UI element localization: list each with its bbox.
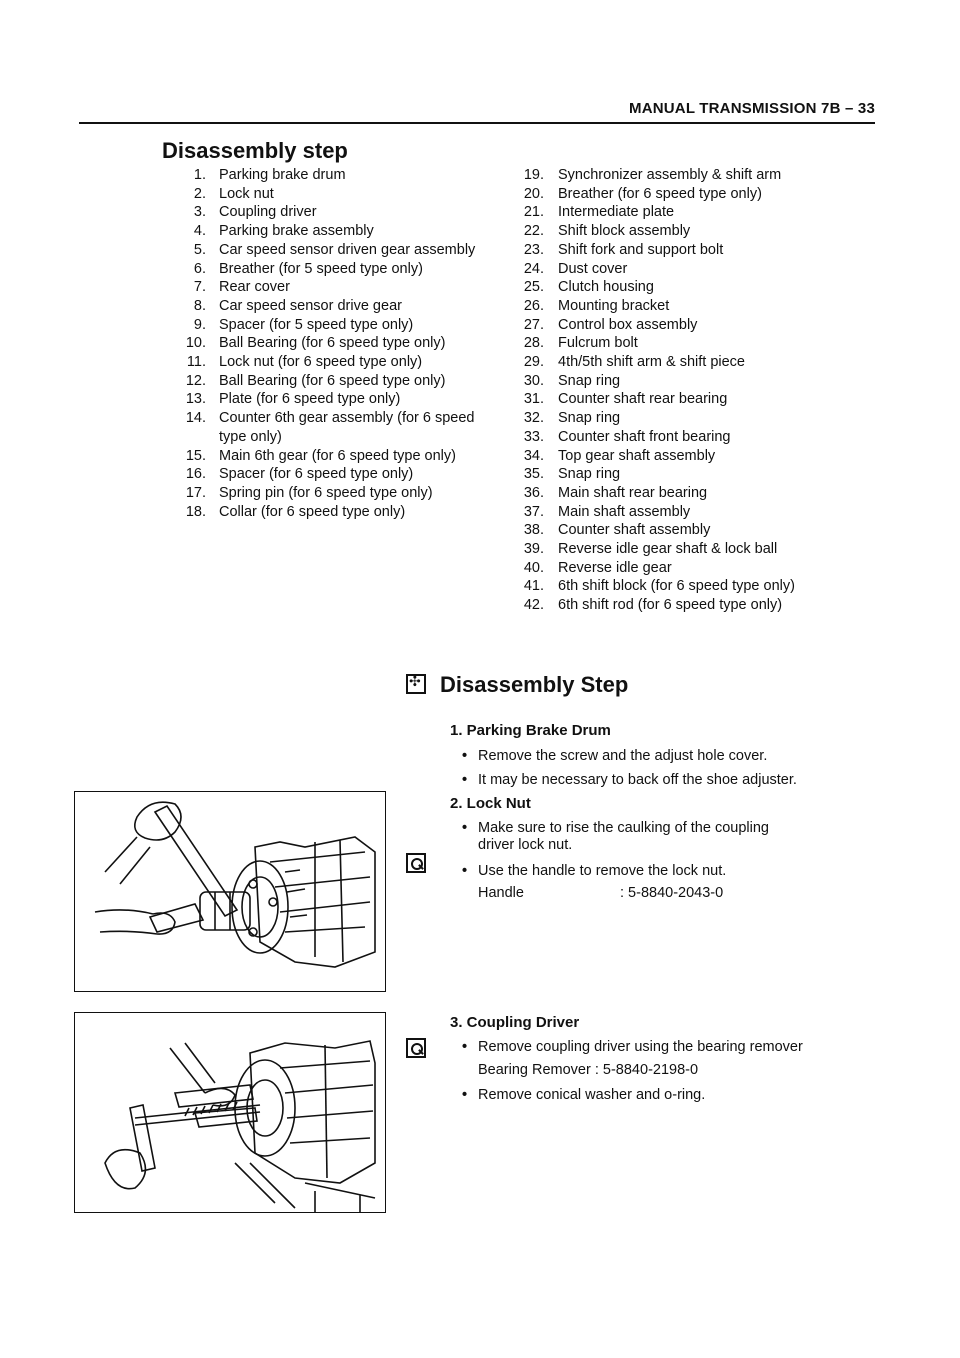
step2-tool-label: Handle xyxy=(478,885,524,901)
list-item-number: 19. xyxy=(523,167,544,183)
list-item xyxy=(162,166,482,185)
list-item-text: Snap ring xyxy=(558,466,621,483)
list-item-text: Ball Bearing (for 6 speed type only) xyxy=(219,335,446,352)
list-item-text: Plate (for 6 speed type only) xyxy=(219,391,401,408)
list-item-number: 33. xyxy=(523,428,544,445)
list-item-number: 35. xyxy=(523,466,544,483)
list-item xyxy=(495,428,875,447)
list-item-number: 26. xyxy=(523,297,544,314)
list-item-number: 10. xyxy=(185,335,206,352)
list-item xyxy=(162,241,482,260)
list-item-number: 4. xyxy=(193,223,206,240)
list-item-number: 8. xyxy=(193,297,206,314)
list-item-text: Ball Bearing (for 6 speed type only) xyxy=(219,372,446,389)
step3-heading: 3. Coupling Driver xyxy=(450,1014,580,1031)
list-item-number: 24. xyxy=(523,260,544,277)
header-text: MANUAL TRANSMISSION 7B – 33 xyxy=(629,100,875,117)
list-item-number: 25. xyxy=(523,279,544,296)
list-item-number: 31. xyxy=(523,391,544,408)
list-item-number: 28. xyxy=(523,335,544,352)
list-item-text: Mounting bracket xyxy=(558,297,670,314)
list-item-text: Spacer (for 5 speed type only) xyxy=(219,316,414,333)
list-item-text: Shift block assembly xyxy=(558,223,691,240)
list-item xyxy=(495,465,875,484)
list-item-text: Main shaft assembly xyxy=(558,503,691,520)
list-item xyxy=(495,334,875,353)
list-item xyxy=(495,484,875,503)
list-item xyxy=(495,596,875,615)
disassembly-icon xyxy=(406,674,426,694)
list-item xyxy=(495,559,875,578)
list-item-text: Parking brake drum xyxy=(219,167,346,183)
list-item-number: 13. xyxy=(185,391,206,408)
step2-bullet-2: • Use the handle to remove the lock nut. xyxy=(478,862,726,880)
list-item-number: 9. xyxy=(193,316,206,333)
list-item-text: Rear cover xyxy=(219,279,290,296)
list-item xyxy=(162,297,482,316)
list-item-text: 4th/5th shift arm & shift piece xyxy=(558,354,745,371)
list-item-text: Top gear shaft assembly xyxy=(558,447,716,464)
list-item xyxy=(162,390,482,409)
list-item-text: 6th shift block (for 6 speed type only) xyxy=(558,578,795,595)
list-item-text: Shift fork and support bolt xyxy=(558,241,724,258)
list-item-number: 6. xyxy=(193,260,206,277)
list-item xyxy=(495,203,875,222)
list-item-text: Main 6th gear (for 6 speed type only) xyxy=(219,447,456,464)
list-item-number: 32. xyxy=(523,410,544,427)
list-item xyxy=(495,503,875,522)
list-item-text: Coupling driver xyxy=(219,204,317,221)
list-item-number: 37. xyxy=(523,503,544,520)
list-item xyxy=(162,203,482,222)
step1-bullet-1: • Remove the screw and the adjust hole cover. xyxy=(478,747,767,765)
list-item-number: 11. xyxy=(186,354,206,371)
list-item xyxy=(495,222,875,241)
list-item-number: 20. xyxy=(523,185,544,202)
special-tool-icon xyxy=(406,1038,426,1058)
disassembly-list-right xyxy=(495,166,875,615)
list-item xyxy=(162,372,482,391)
list-item xyxy=(495,577,875,596)
special-tool-icon xyxy=(406,853,426,873)
list-item-number: 12. xyxy=(185,372,206,389)
list-item xyxy=(495,540,875,559)
list-item-number: 38. xyxy=(523,522,544,539)
list-item-text: Reverse idle gear shaft & lock ball xyxy=(558,541,778,558)
list-item-number: 39. xyxy=(523,541,544,558)
disassembly-list-title: Disassembly step xyxy=(162,138,348,163)
list-item-number: 14. xyxy=(185,410,206,427)
list-item xyxy=(495,390,875,409)
list-item-text: Car speed sensor driven gear assembly xyxy=(219,241,476,258)
list-item-number: 18. xyxy=(185,503,206,520)
step2-bullet-1-line2: driver lock nut. xyxy=(478,837,573,853)
list-item-number: 22. xyxy=(523,223,544,240)
list-item xyxy=(495,297,875,316)
list-item-text: Control box assembly xyxy=(558,316,698,333)
step1-heading: 1. Parking Brake Drum xyxy=(450,722,611,739)
figure-coupling-driver-removal xyxy=(74,1012,386,1213)
list-item xyxy=(162,278,482,297)
list-item-number: 34. xyxy=(523,447,544,464)
list-item-text: Spacer (for 6 speed type only) xyxy=(219,466,414,483)
list-item xyxy=(162,465,482,484)
list-item xyxy=(495,260,875,279)
list-item xyxy=(162,409,482,446)
list-item-number: 23. xyxy=(523,241,544,258)
figure-lock-nut-removal xyxy=(74,791,386,992)
step2-bullet-1-line1: • Make sure to rise the caulking of the coupling xyxy=(478,819,769,837)
list-item-text: Collar (for 6 speed type only) xyxy=(219,503,406,520)
step3-bullet-2: • Remove conical washer and o-ring. xyxy=(478,1086,705,1104)
list-item-text: Parking brake assembly xyxy=(219,223,374,240)
page-header xyxy=(79,100,875,124)
list-item-number: 3. xyxy=(193,204,206,221)
list-item xyxy=(495,353,875,372)
list-item xyxy=(495,316,875,335)
lock-nut-illustration xyxy=(75,792,385,991)
list-item xyxy=(162,334,482,353)
list-item-text: Intermediate plate xyxy=(558,204,675,221)
list-item-number: 1. xyxy=(193,167,206,183)
list-item-number: 5. xyxy=(193,241,206,258)
list-item xyxy=(162,260,482,279)
list-item xyxy=(162,503,482,522)
list-item xyxy=(495,521,875,540)
list-item-text: 6th shift rod (for 6 speed type only) xyxy=(558,597,783,614)
list-item-number: 30. xyxy=(523,372,544,389)
list-item xyxy=(162,222,482,241)
step2-heading: 2. Lock Nut xyxy=(450,795,531,812)
list-item-text: Main shaft rear bearing xyxy=(558,484,708,501)
list-item-number: 2. xyxy=(193,185,206,202)
list-item xyxy=(495,372,875,391)
coupling-driver-illustration xyxy=(75,1013,385,1212)
list-item-text: Counter shaft assembly xyxy=(558,522,711,539)
list-item-number: 40. xyxy=(523,559,544,576)
list-item-text: Counter shaft front bearing xyxy=(558,428,731,445)
step1-bullet-2: • It may be necessary to back off the shoe adjuster. xyxy=(478,771,797,789)
list-item xyxy=(495,241,875,260)
list-item-number: 29. xyxy=(523,354,544,371)
list-item-number: 36. xyxy=(523,484,544,501)
step2-tool-value: : 5-8840-2043-0 xyxy=(620,885,724,901)
list-item-text: Lock nut xyxy=(219,185,274,202)
list-item-number: 27. xyxy=(523,316,544,333)
list-item xyxy=(162,353,482,372)
list-item-number: 41. xyxy=(523,578,544,595)
list-item-number: 7. xyxy=(193,279,206,296)
section-title: Disassembly Step xyxy=(440,672,629,697)
list-item-number: 16. xyxy=(185,466,206,483)
step3-tool-text: Bearing Remover : 5-8840-2198-0 xyxy=(478,1062,699,1078)
list-item xyxy=(162,316,482,335)
list-item-text: Spring pin (for 6 speed type only) xyxy=(219,484,433,501)
step3-bullet-1: • Remove coupling driver using the bearing remover xyxy=(478,1038,803,1056)
list-item xyxy=(495,185,875,204)
list-item xyxy=(495,409,875,428)
list-item xyxy=(495,447,875,466)
list-item xyxy=(162,185,482,204)
list-item-text: Snap ring xyxy=(558,410,621,427)
list-item xyxy=(162,447,482,466)
list-item-text: Snap ring xyxy=(558,372,621,389)
list-item-number: 15. xyxy=(185,447,206,464)
list-item-text: Breather (for 5 speed type only) xyxy=(219,260,423,277)
list-item xyxy=(495,278,875,297)
list-item-text: Counter shaft rear bearing xyxy=(558,391,728,408)
disassembly-list-left xyxy=(162,166,482,521)
list-item-number: 17. xyxy=(185,484,206,501)
list-item-number: 21. xyxy=(523,204,544,221)
list-item-number: 42. xyxy=(523,597,544,614)
list-item xyxy=(495,166,875,185)
list-item-text: Breather (for 6 speed type only) xyxy=(558,185,762,202)
list-item-text: Reverse idle gear xyxy=(558,559,672,576)
list-item xyxy=(162,484,482,503)
list-item-text: Fulcrum bolt xyxy=(558,335,638,352)
list-item-text: Lock nut (for 6 speed type only) xyxy=(219,354,423,371)
list-item-text: Synchronizer assembly & shift arm xyxy=(558,167,782,183)
list-item-text: Clutch housing xyxy=(558,279,654,296)
list-item-text: Dust cover xyxy=(558,260,628,277)
list-item-text: Car speed sensor drive gear xyxy=(219,297,402,314)
list-item-text: Counter 6th gear assembly (for 6 speed type only) xyxy=(219,410,475,445)
